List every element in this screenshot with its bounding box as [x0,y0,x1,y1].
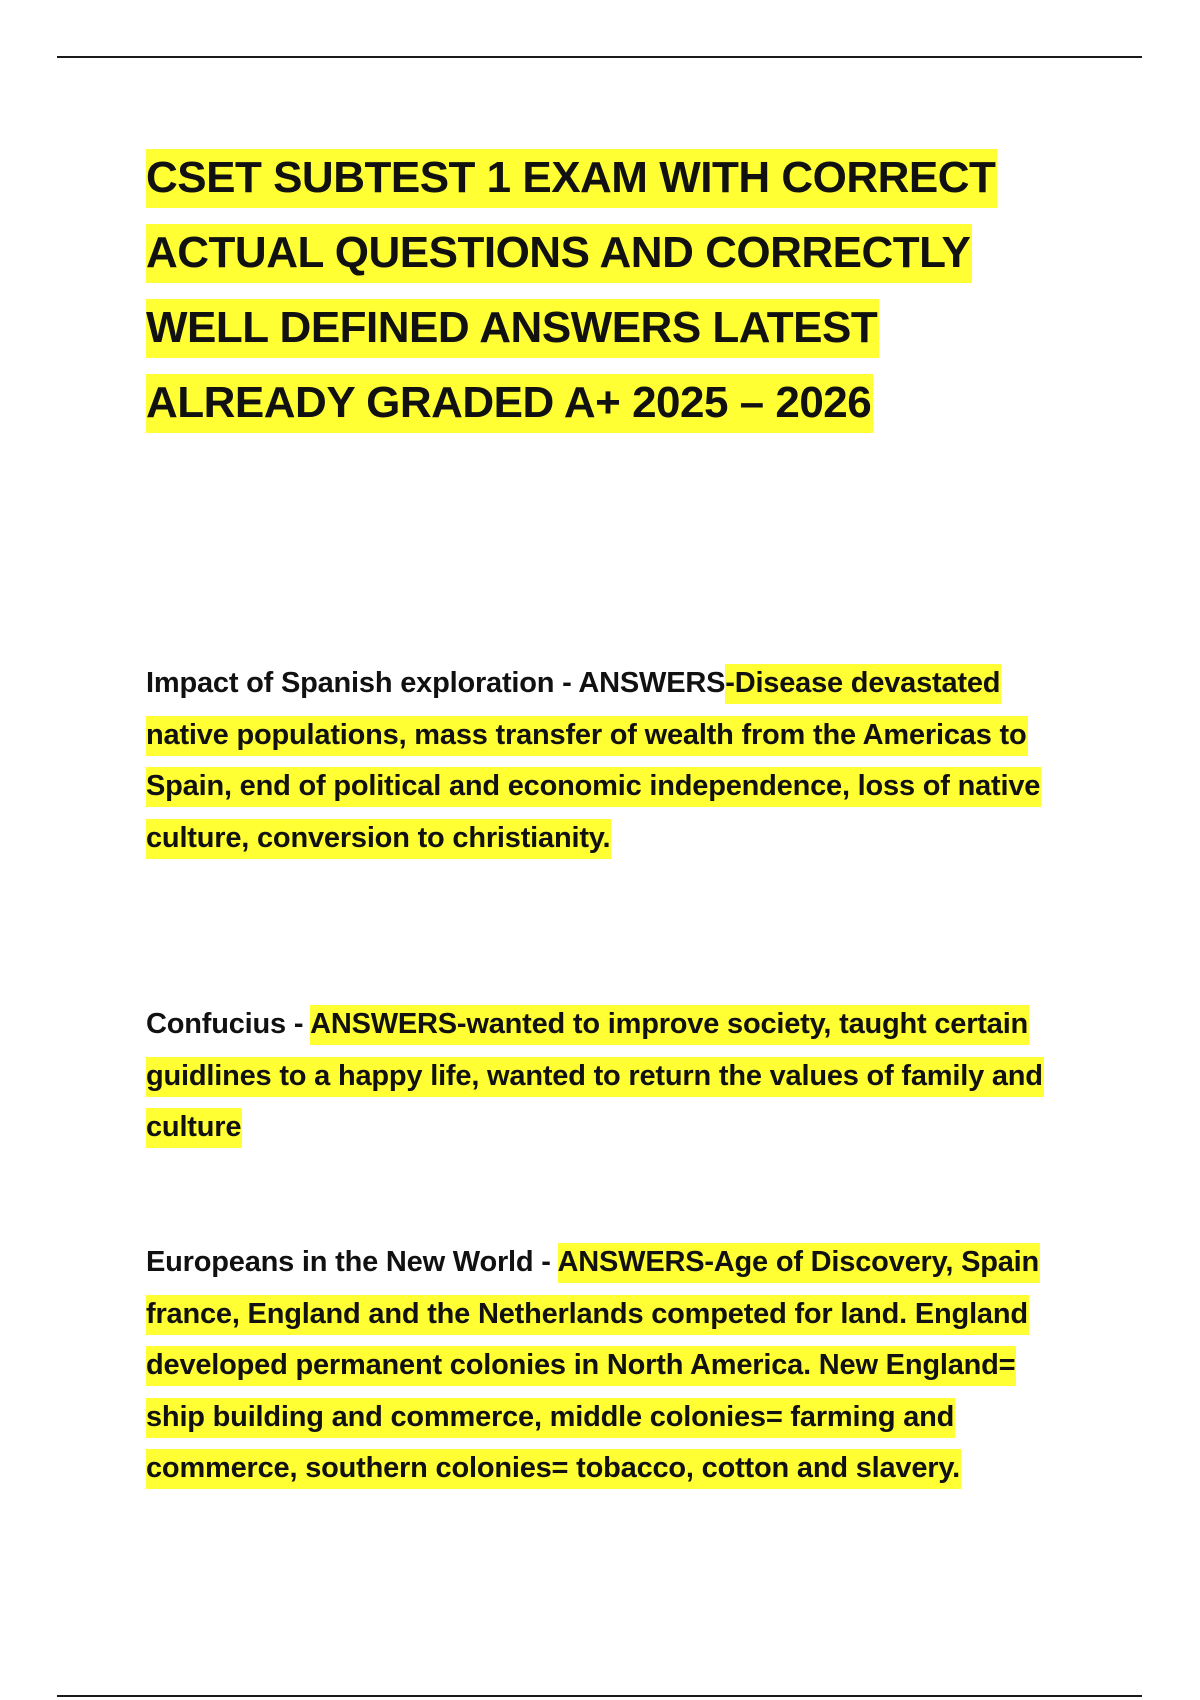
entry-answer: ANSWERS-Age of Discovery, Spain france, England and the Netherlands competed for land. England developed permanent colonies in North America. New England= ship building and commerce, middle colonies= farming and commerce, southern colonies= tobacco, cotton and slavery. [146,1243,1040,1489]
document-title [146,140,1026,440]
qa-entry-spanish-exploration [146,658,1076,864]
entry-answer: -Disease devastated native populations, mass transfer of wealth from the Americas to Spain, end of political and economic independence, loss of native culture, conversion to christianity. [146,664,1041,859]
top-horizontal-rule [57,56,1142,58]
entry-term: Confucius - [146,1008,311,1040]
qa-entry-europeans-new-world [146,1237,1076,1495]
document-title-text: CSET SUBTEST 1 EXAM WITH CORRECT ACTUAL QUESTIONS AND CORRECTLY WELL DEFINED ANSWERS LATEST ALREADY GRADED A+ 2025 – 2026 [146,149,997,433]
entry-term: Impact of Spanish exploration - ANSWERS [146,667,726,699]
bottom-horizontal-rule [57,1695,1142,1697]
entry-answer: ANSWERS-wanted to improve society, taught certain guidlines to a happy life, wanted to return the values of family and culture [146,1005,1044,1148]
qa-entry-confucius [146,999,1076,1154]
entry-term: Europeans in the New World - [146,1246,558,1278]
